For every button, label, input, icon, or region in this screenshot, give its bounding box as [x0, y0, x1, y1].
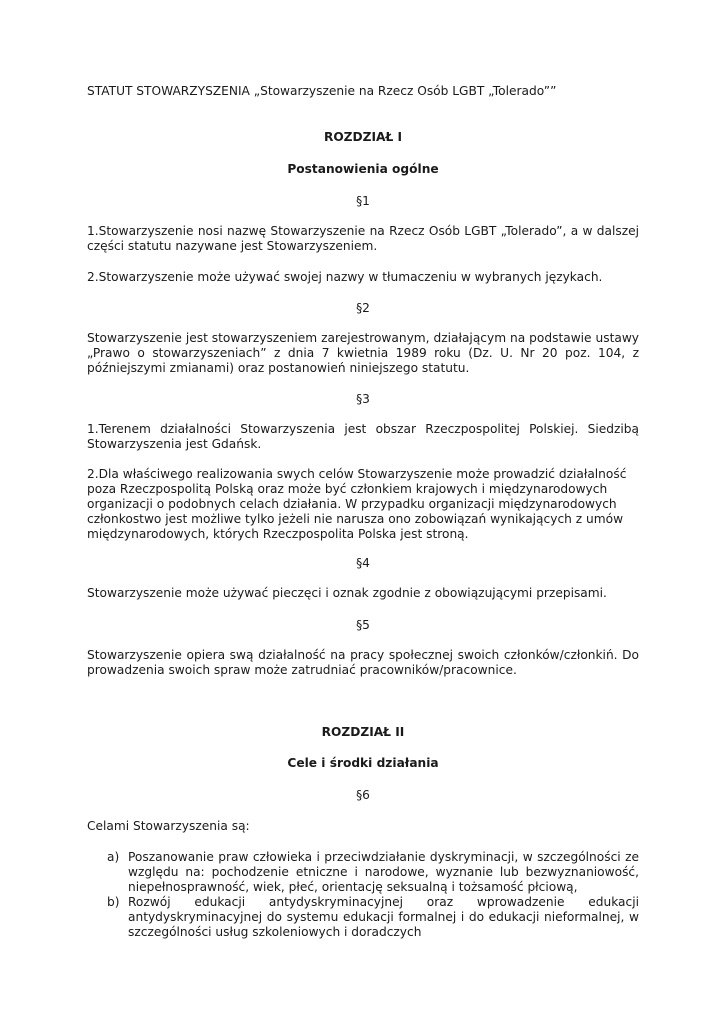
section-5-sign: §5: [356, 618, 370, 632]
section-3-paragraph-1: 1.Terenem działalności Stowarzyszenia jest obszar Rzeczpospolitej Polskiej. Siedzibą Stowarzyszenia jest Gdańsk.: [87, 422, 639, 451]
section-6-intro: Celami Stowarzyszenia są:: [87, 819, 250, 833]
section-2-paragraph: Stowarzyszenie jest stowarzyszeniem zarejestrowanym, działającym na podstawie ustawy „Prawo o stowarzyszeniach” z dnia 7 kwietnia 1989 roku (Dz. U. Nr 20 poz. 104, z późniejszymi zmianami) oraz postanowień niniejszego statutu.: [87, 331, 639, 375]
section-3-paragraph-2: 2.Dla właściwego realizowania swych celów Stowarzyszenie może prowadzić działalność poza Rzeczpospolitą Polską oraz może być członkiem krajowych i międzynarodowych organizacji o podobnych celach działania. W przypadku organizacji międzynarodowych członkostwo jest możliwe tylko jeżeli nie narusza ono zobowiązań wynikających z umów międzynarodowych, których Rzeczpospolita Polska jest stroną.: [87, 467, 627, 541]
section-1-paragraph-2: 2.Stowarzyszenie może używać swojej nazwy w tłumaczeniu w wybranych językach.: [87, 270, 603, 284]
section-6-sign: §6: [356, 788, 370, 802]
section-4-sign: §4: [356, 556, 370, 570]
list-item-marker: b): [107, 895, 120, 909]
document-title: STATUT STOWARZYSZENIA „Stowarzyszenie na Rzecz Osób LGBT „Tolerado””: [87, 84, 557, 98]
list-item: [87, 895, 639, 940]
section-3-sign: §3: [356, 392, 370, 406]
list-item: [87, 850, 639, 895]
chapter-1-heading: ROZDZIAŁ I: [323, 130, 403, 144]
section-1-sign: §1: [356, 194, 370, 208]
section-4-paragraph: Stowarzyszenie może używać pieczęci i oznak zgodnie z obowiązującymi przepisami.: [87, 586, 607, 600]
list-item-text: Rozwój edukacji antydyskryminacyjnej oraz wprowadzenie edukacji antydyskryminacyjnej do systemu edukacji formalnej i do edukacji nieformalnej, w szczególności usług szkoleniowych i doradczych: [128, 895, 639, 939]
chapter-2-subheading: Cele i środki działania: [287, 756, 439, 770]
section-1-paragraph-1: 1.Stowarzyszenie nosi nazwę Stowarzyszenie na Rzecz Osób LGBT „Tolerado”, a w dalszej części statutu nazywane jest Stowarzyszeniem.: [87, 224, 639, 253]
chapter-1-subheading: Postanowienia ogólne: [287, 162, 439, 176]
chapter-2-heading: ROZDZIAŁ II: [321, 725, 405, 739]
goals-list: [87, 850, 639, 940]
section-5-paragraph: Stowarzyszenie opiera swą działalność na pracy społecznej swoich członków/członkiń. Do prowadzenia swoich spraw może zatrudniać pracowników/pracownice.: [87, 648, 639, 677]
list-item-marker: a): [107, 850, 120, 864]
section-2-sign: §2: [356, 301, 370, 315]
list-item-text: Poszanowanie praw człowieka i przeciwdziałanie dyskryminacji, w szczególności ze względu na: pochodzenie etniczne i narodowe, wyznanie lub bezwyznaniowość, niepełnosprawność, wiek, płeć, orientację seksualną i tożsamość płciową,: [128, 850, 639, 894]
